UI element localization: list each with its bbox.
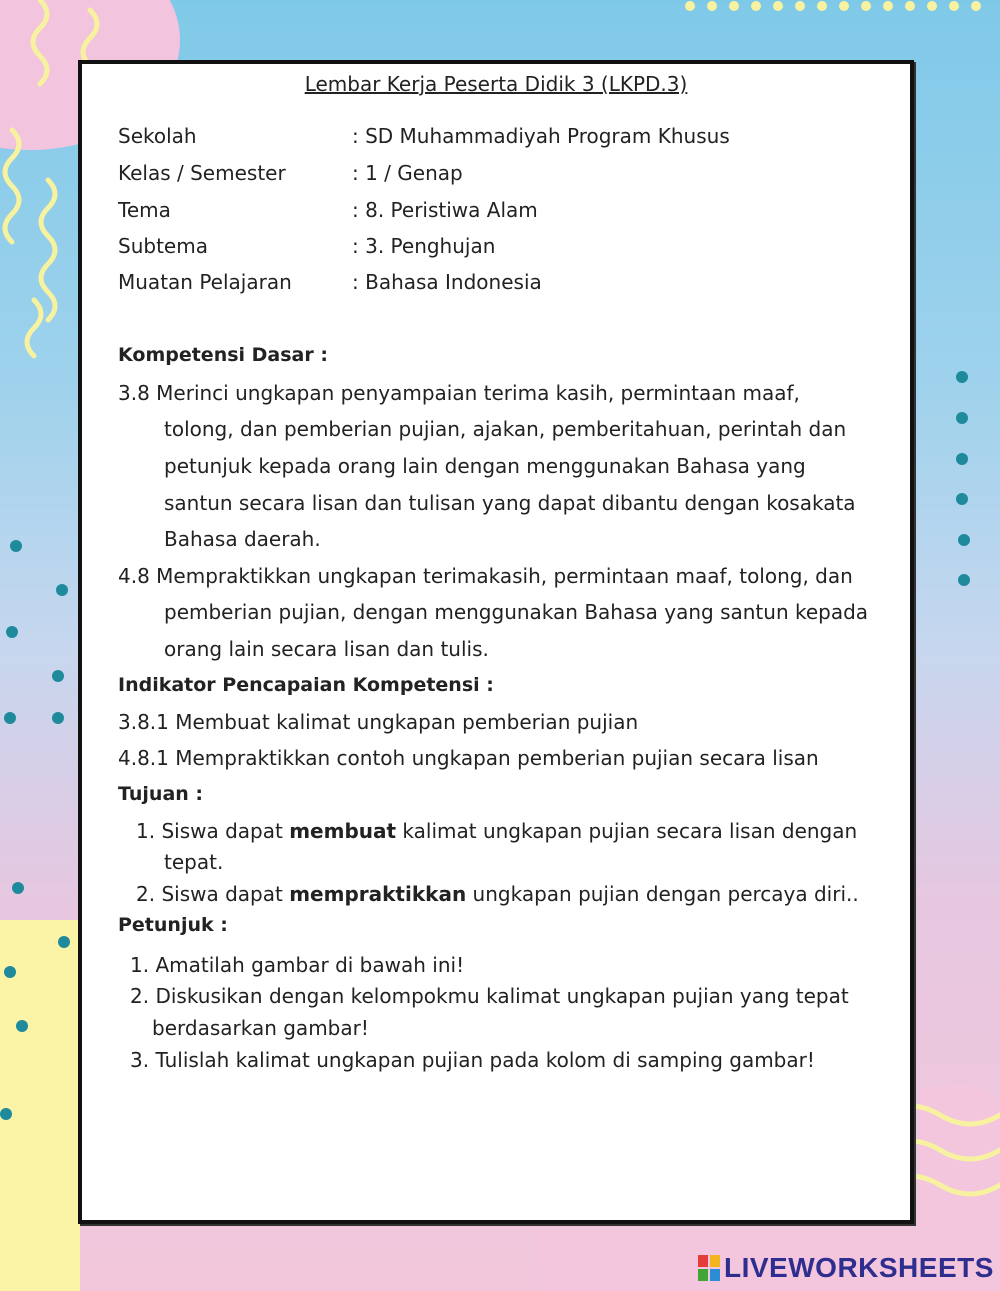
tujuan-text: Siswa dapat — [161, 882, 290, 906]
kd-38-line: petunjuk kepada orang lain dengan menggunakan Bahasa yang — [164, 454, 806, 478]
indikator-item: 3.8.1 Membuat kalimat ungkapan pemberian pujian — [118, 710, 639, 734]
kd-38-line: Bahasa daerah. — [164, 527, 321, 551]
liveworksheets-brand[interactable] — [698, 1253, 994, 1283]
tujuan-emphasis: mempraktikkan — [289, 882, 467, 906]
petunjuk-item: 1. Amatilah gambar di bawah ini! — [130, 953, 465, 977]
indikator-heading: Indikator Pencapaian Kompetensi : — [118, 674, 494, 696]
info-value-tema: : 8. Peristiwa Alam — [352, 198, 538, 222]
petunjuk-item: 2. Diskusikan dengan kelompokmu kalimat ungkapan pujian yang tepat — [130, 984, 849, 1008]
info-value-subtema: : 3. Penghujan — [352, 234, 496, 258]
kd-48-line: pemberian pujian, dengan menggunakan Bahasa yang santun kepada — [164, 600, 869, 624]
tujuan-text: kalimat ungkapan pujian secara lisan dengan — [396, 819, 858, 843]
tujuan-item-1 — [136, 819, 857, 843]
info-label-muatan: Muatan Pelajaran — [118, 270, 292, 294]
liveworksheets-name: LIVEWORKSHEETS — [724, 1252, 994, 1283]
tujuan-text: Siswa dapat — [161, 819, 290, 843]
tujuan-num: 2. — [136, 882, 156, 906]
kd-48-line: orang lain secara lisan dan tulis. — [164, 637, 489, 661]
petunjuk-item-cont: berdasarkan gambar! — [152, 1016, 369, 1040]
info-value-muatan: : Bahasa Indonesia — [352, 270, 542, 294]
tujuan-emphasis: membuat — [289, 819, 397, 843]
tujuan-num: 1. — [136, 819, 156, 843]
tujuan-item-1-cont: tepat. — [164, 850, 224, 874]
kd-48-line: 4.8 Mempraktikkan ungkapan terimakasih, permintaan maaf, tolong, dan — [118, 564, 853, 588]
petunjuk-item: 3. Tulislah kalimat ungkapan pujian pada kolom di samping gambar! — [130, 1048, 815, 1072]
liveworksheets-logo-icon — [698, 1255, 720, 1281]
tujuan-item-2 — [136, 882, 859, 906]
tujuan-heading: Tujuan : — [118, 783, 203, 805]
petunjuk-heading: Petunjuk : — [118, 914, 228, 936]
info-label-tema: Tema — [118, 198, 171, 222]
kd-38-line: tolong, dan pemberian pujian, ajakan, pemberitahuan, perintah dan — [164, 417, 847, 441]
worksheet-title: Lembar Kerja Peserta Didik 3 (LKPD.3) — [304, 72, 688, 96]
indikator-item: 4.8.1 Mempraktikkan contoh ungkapan pemberian pujian secara lisan — [118, 746, 819, 770]
info-label-kelas: Kelas / Semester — [118, 161, 286, 185]
worksheet-card — [78, 60, 914, 1224]
kd-38-line: santun secara lisan dan tulisan yang dapat dibantu dengan kosakata — [164, 491, 856, 515]
info-label-subtema: Subtema — [118, 234, 208, 258]
kd-38-line: 3.8 Merinci ungkapan penyampaian terima kasih, permintaan maaf, — [118, 381, 800, 405]
kompetensi-heading: Kompetensi Dasar : — [118, 344, 328, 366]
info-value-sekolah: : SD Muhammadiyah Program Khusus — [352, 124, 730, 148]
info-value-kelas: : 1 / Genap — [352, 161, 463, 185]
info-label-sekolah: Sekolah — [118, 124, 197, 148]
tujuan-text: ungkapan pujian dengan percaya diri.. — [466, 882, 859, 906]
